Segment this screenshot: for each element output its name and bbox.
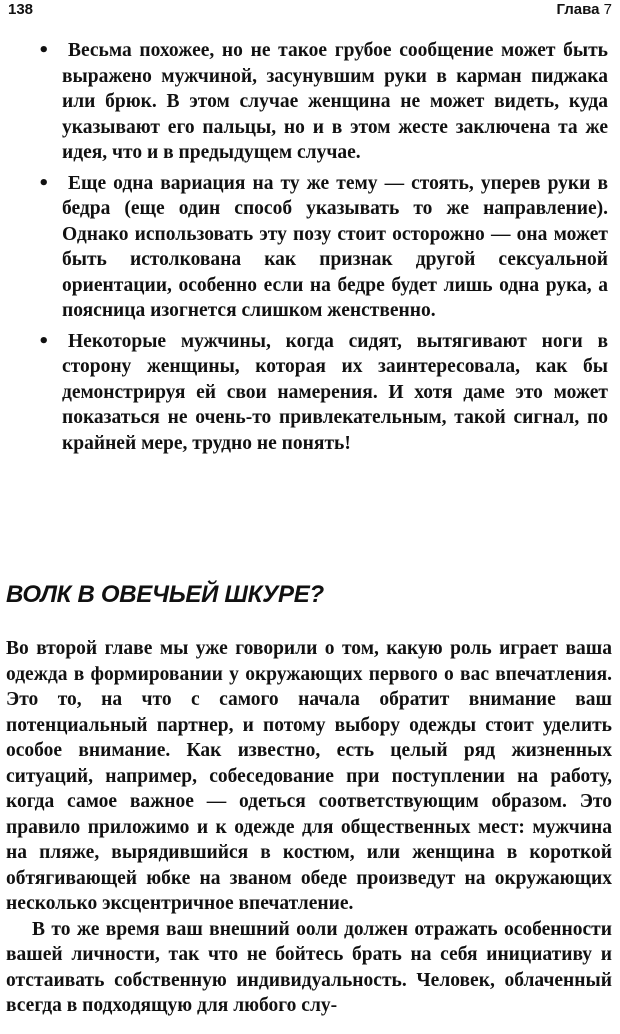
bullet-text: Весьма похожее, но не такое грубое сообщение может быть выражено мужчиной, засунувшим руки в карман пиджака или брюк. В этом случае женщина не может видеть, куда указывают его пальцы, но и в этом жесте заключена та же идея, что и в предыдущем случае. [62, 40, 608, 163]
bullet-text: Некоторые мужчины, когда сидят, вытягивают ноги в сторону женщины, которая их заинтересовала, как бы демонстрируя ей свои намерения. И хотя даме это может показаться не очень-то привлекательным, такой сигнал, по крайней мере, трудно не понять! [62, 330, 608, 454]
bullet-icon: • [38, 40, 50, 61]
chapter-label [556, 1, 612, 18]
chapter-number: 7 [603, 1, 612, 18]
list-item [30, 329, 608, 457]
list-item [30, 171, 608, 324]
list-item [30, 38, 608, 166]
paragraph: В то же время ваш внешний ооли должен отражать особенности вашей личности, так что не бойтесь брать на себя инициативу и отстаивать собственную индивидуальность. Человек, облаченный всегда в подходящую для любого слу- [6, 918, 612, 1016]
page-header [8, 0, 612, 24]
chapter-word: Глава [556, 1, 600, 18]
section-heading: ВОЛК В ОВЕЧЬЕЙ ШКУРЕ? [6, 581, 324, 608]
bullet-text: Еще одна вариация на ту же тему — стоять, уперев руки в бедра (еще один способ указывать то же направление). Однако использовать эту позу стоит осторожно — она может быть истолкована как признак другой сексуальной ориентации, особенно если на бедре будет лишь одна рука, а поясница изогнется слишком женственно. [62, 172, 608, 321]
section-body [6, 636, 612, 1019]
bullet-icon: • [38, 172, 50, 194]
bullet-list [30, 38, 608, 461]
paragraph: Во второй главе мы уже говорили о том, какую роль играет ваша одежда в формировании у окружающих первого о вас впечатления. Это то, на что с самого начала обратит внимание ваш потенциальный партнер, и потому выбору одежды стоит уделить особое внимание. Как известно, есть целый ряд жизненных ситуаций, например, собеседование при поступлении на работу, когда самое важное — одеться соответствующим образом. Это правило приложимо и к одежде для общественных мест: мужчина на пляже, вырядившийся в костюм, или женщина в короткой обтягивающей юбке на званом обеде произведут на окружающих несколько эксцентричное впечатление. [6, 638, 612, 914]
page-number: 138 [8, 1, 34, 18]
bullet-icon: • [38, 330, 50, 352]
